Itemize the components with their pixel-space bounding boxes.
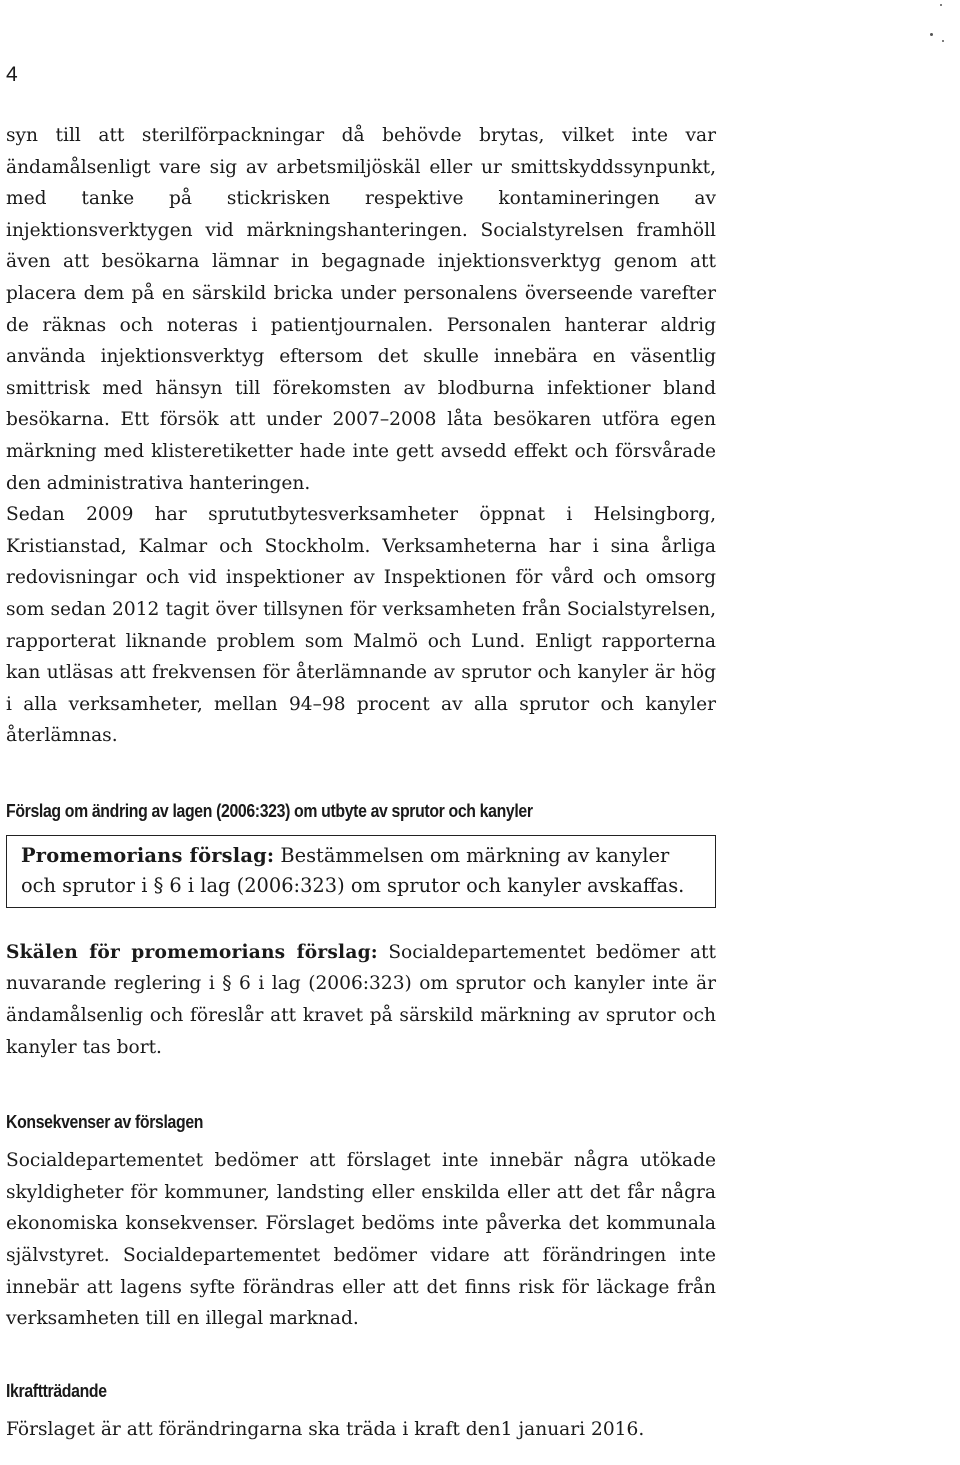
section-heading-proposal: Förslag om ändring av lagen (2006:323) om utbyte av sprutor och kanyler (6, 799, 533, 821)
section-heading-entry-into-force: Ikraftträdande (6, 1379, 107, 1401)
entry-into-force-paragraph: Förslaget är att förändringarna ska träda i kraft den1 januari 2016. (6, 1418, 645, 1440)
reasons-paragraph (6, 937, 716, 1063)
scan-speck (930, 33, 933, 36)
reasons-lead: Skälen för promemorians förslag: (6, 941, 378, 963)
body-paragraph: Sedan 2009 har sprututbytesverksamheter öppnat i Helsingborg, Kristianstad, Kalmar och Stockholm. Verksamheterna har i sina årliga redovisningar och vid inspektioner av Inspektionen för vård och omsorg som sedan 2012 tagit över tillsynen för verksamheten från Socialstyrelsen, rapporterat liknande problem som Malmö och Lund. Enligt rapporterna kan utläsas att frekvensen för återlämnande av sprutor och kanyler är hög i alla verksamheter, mellan 94–98 procent av alla sprutor och kanyler återlämnas. (6, 504, 716, 747)
page-number: 4 (6, 63, 18, 86)
document-body (6, 120, 716, 1445)
proposal-box-lead: Promemorians förslag: (21, 843, 275, 867)
consequences-paragraph: Socialdepartementet bedömer att förslaget inte innebär några utökade skyldigheter för kommuner, landsting eller enskilda eller att det får några ekonomiska konsekvenser. Förslaget bedöms inte påverka det kommunala självstyret. Socialdepartementet bedömer vidare att förändringen inte innebär att lagens syfte förändras eller att det finns risk för läckage från verksamheten till en illegal marknad. (6, 1150, 716, 1330)
scan-speck (940, 4, 942, 6)
scan-speck (942, 40, 944, 42)
proposal-box-text (21, 841, 701, 901)
reasons-body: Socialdepartementet bedömer att nuvarande reglering i § 6 i lag (2006:323) om sprutor och kanyler inte är ändamålsenlig och föreslår att kravet på särskild märkning av sprutor och kanyler tas bort. (6, 941, 716, 1058)
body-paragraph: syn till att sterilförpackningar då behövde brytas, vilket inte var ändamålsenligt vare sig av arbetsmiljöskäl eller ur smittskyddssynpunkt, med tanke på stickrisken respektive kontamineringen av injektionsverktygen vid märkningshanteringen. Socialstyrelsen framhöll även att besökarna lämnar in begagnade injektionsverktyg genom att placera dem på en särskild bricka under personalens överseende varefter de räknas och noteras i patientjournalen. Personalen hanterar aldrig använda injektionsverktyg eftersom det skulle innebära en väsentlig smittrisk med hänsyn till förekomsten av blodburna infektioner bland besökarna. Ett försök att under 2007–2008 låta besökaren utföra egen märkning med klisteretiketter hade inte gett avsedd effekt och försvårade den administrativa hanteringen. (6, 125, 716, 494)
proposal-box-body: Bestämmelsen om märkning av kanyler och sprutor i § 6 i lag (2006:323) om sprutor och kanyler avskaffas. (21, 843, 685, 897)
proposal-box (6, 835, 716, 908)
section-heading-consequences: Konsekvenser av förslagen (6, 1111, 204, 1133)
